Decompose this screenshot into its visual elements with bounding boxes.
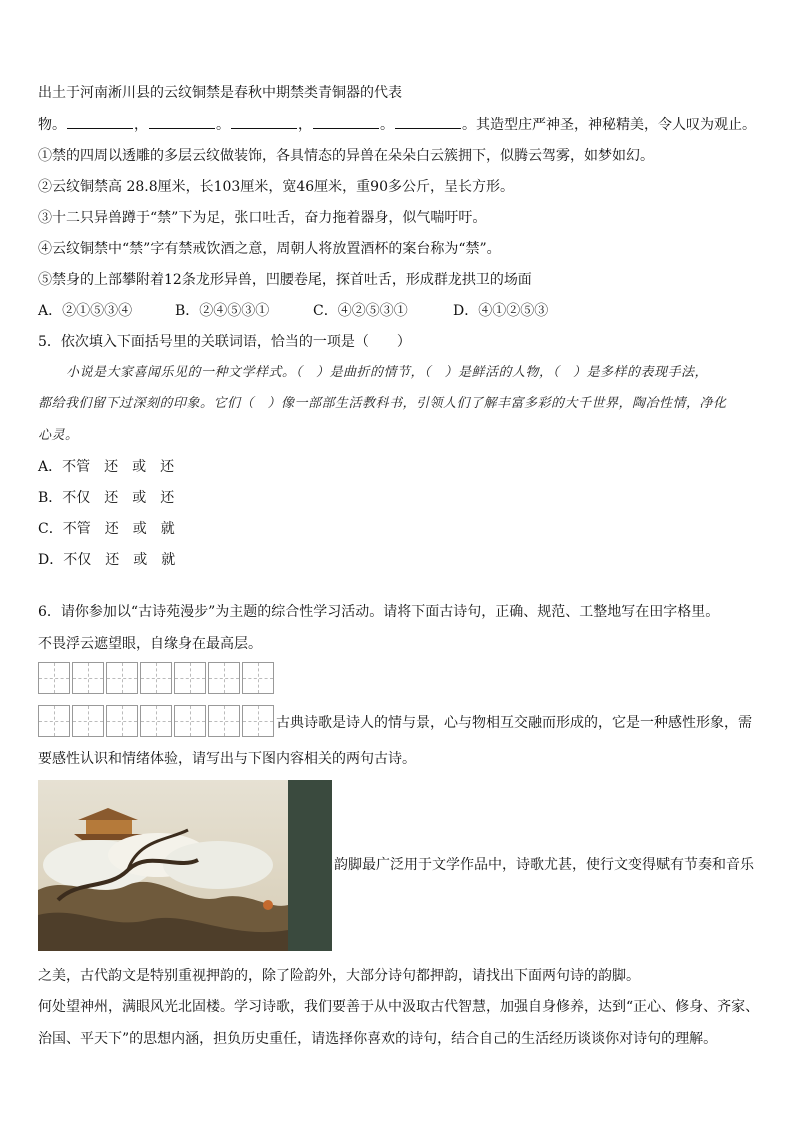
blank-3[interactable] xyxy=(231,116,297,129)
sentence-4: ④云纹铜禁中“禁”字有禁戒饮酒之意，周朝人将放置酒杯的案台称为“禁”。 xyxy=(38,241,501,257)
tianzige-cell[interactable] xyxy=(174,662,206,694)
sep-comma-1: ， xyxy=(134,117,148,133)
sentence-5: ⑤禁身的上部攀附着12条龙形异兽，凹腰卷尾，探首吐舌，形成群龙拱卫的场面 xyxy=(38,272,532,288)
sentence-2: ②云纹铜禁高 28.8厘米，长103厘米，宽46厘米，重90多公斤，呈长方形。 xyxy=(38,179,514,195)
sentence-1: ①禁的四周以透雕的多层云纹做装饰，各具情态的异兽在朵朵白云簇拥下，似腾云驾雾，如梦如幻。 xyxy=(38,148,654,164)
blank-2[interactable] xyxy=(149,116,215,129)
q4-option-c[interactable]: C．④②⑤③① xyxy=(313,303,408,319)
tianzige-cell[interactable] xyxy=(140,662,172,694)
tianzige-cell[interactable] xyxy=(140,705,172,737)
sentence-3: ③十二只异兽蹲于“禁”下为足，张口吐舌，奋力拖着器身，似气喘吁吁。 xyxy=(38,210,487,226)
q5-option-d[interactable]: D．不仅 还 或 就 xyxy=(38,552,176,568)
q5-option-a[interactable]: A．不管 还 或 还 xyxy=(38,459,175,475)
tianzige-cell[interactable] xyxy=(242,662,274,694)
blank-4[interactable] xyxy=(313,116,379,129)
q5-passage-line-2: 都给我们留下过深刻的印象。它们（ ）像一部部生活教科书，引领人们了解丰富多彩的大千世界，陶冶性情，净化 xyxy=(38,396,727,411)
q6-after-image: 之美，古代韵文是特别重视押韵的，除了险韵外，大部分诗句都押韵，请找出下面两句诗的韵脚。 xyxy=(38,968,640,984)
q6-poem: 不畏浮云遮望眼，自缘身在最高层。 xyxy=(38,636,262,652)
tianzige-cell[interactable] xyxy=(72,662,104,694)
blanks-line xyxy=(38,116,756,134)
q6-stem: 6．请你参加以“古诗苑漫步”为主题的综合性学习活动。请将下面古诗句，正确、规范、工整地写在田字格里。 xyxy=(38,604,720,620)
tianzige-cell[interactable] xyxy=(242,705,274,737)
blanks-line-start: 物。 xyxy=(38,117,66,133)
blank-1[interactable] xyxy=(67,116,133,129)
tianzige-cell[interactable] xyxy=(208,705,240,737)
sep-period-2: 。 xyxy=(380,117,394,133)
q5-passage-line-1: 小说是大家喜闻乐见的一种文学样式。（ ）是曲折的情节，（ ）是鲜活的人物，（ ）是多样的表现手法， xyxy=(66,365,709,380)
tianzige-row-2 xyxy=(38,705,276,737)
tianzige-cell[interactable] xyxy=(38,705,70,737)
q5-option-b[interactable]: B．不仅 还 或 还 xyxy=(38,490,175,506)
sep-period-1: 。 xyxy=(216,117,230,133)
q4-option-d[interactable]: D．④①②⑤③ xyxy=(453,303,549,319)
q5-option-c[interactable]: C．不管 还 或 就 xyxy=(38,521,175,537)
q6-last-line-1: 何处望神州，满眼风光北固楼。学习诗歌，我们要善于从中汲取古代智慧，加强自身修养，达到“正心、修身、齐家、 xyxy=(38,999,760,1015)
tianzige-cell[interactable] xyxy=(72,705,104,737)
painting-image xyxy=(38,780,332,951)
tianzige-cell[interactable] xyxy=(38,662,70,694)
tianzige-cell[interactable] xyxy=(174,705,206,737)
q6-after-grid-text: 古典诗歌是诗人的情与景，心与物相互交融而形成的，它是一种感性形象，需 xyxy=(276,715,752,731)
intro-line-1: 出土于河南淅川县的云纹铜禁是春秋中期禁类青铜器的代表 xyxy=(38,85,402,101)
blanks-line-end: 。其造型庄严神圣，神秘精美，令人叹为观止。 xyxy=(462,117,756,133)
q4-option-a[interactable]: A．②①⑤③④ xyxy=(38,303,133,319)
q6-beside-image: 韵脚最广泛用于文学作品中，诗歌尤甚，使行文变得赋有节奏和音乐 xyxy=(334,857,754,873)
tianzige-cell[interactable] xyxy=(106,662,138,694)
tianzige-cell[interactable] xyxy=(106,705,138,737)
q5-stem: 5．依次填入下面括号里的关联词语，恰当的一项是（ ） xyxy=(38,334,411,350)
q5-passage-line-3: 心灵。 xyxy=(38,428,79,443)
q6-last-line-2: 治国、平天下”的思想内涵，担负历史重任，请选择你喜欢的诗句，结合自己的生活经历谈谈你对诗句的理解。 xyxy=(38,1031,718,1047)
painting-illustration xyxy=(38,780,332,951)
q6-line-2: 要感性认识和情绪体验，请写出与下图内容相关的两句古诗。 xyxy=(38,751,416,767)
sep-comma-2: ， xyxy=(298,117,312,133)
blank-5[interactable] xyxy=(395,116,461,129)
tianzige-row-1 xyxy=(38,662,276,694)
q4-option-b[interactable]: B．②④⑤③① xyxy=(175,303,270,319)
tianzige-cell[interactable] xyxy=(208,662,240,694)
